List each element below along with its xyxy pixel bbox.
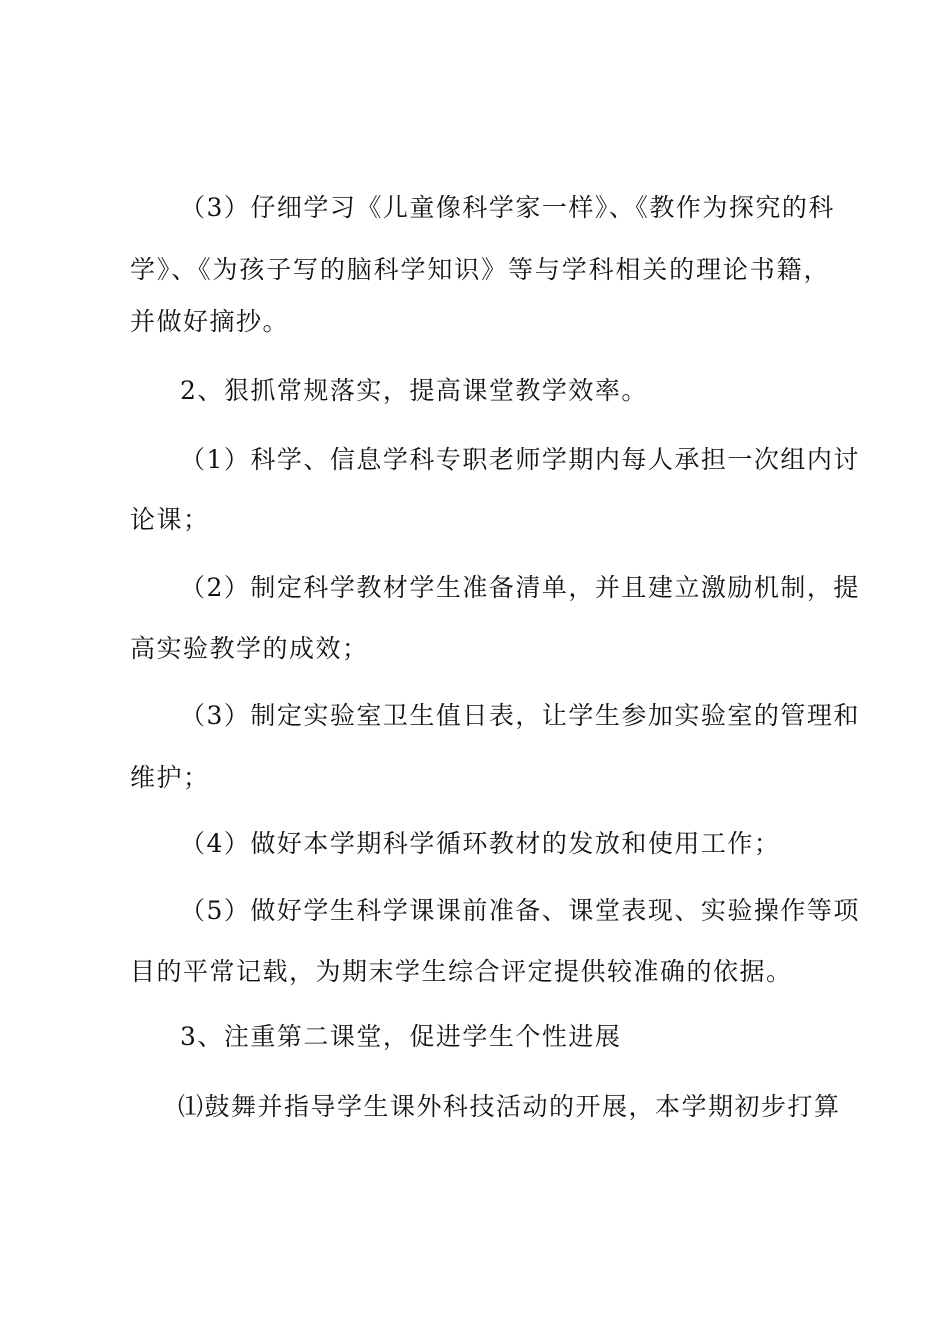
paragraph-1-line-1: （3）仔细学习《儿童像科学家一样》、《教作为探究的科 bbox=[180, 193, 835, 222]
paragraph-3-line-2: 论课； bbox=[130, 505, 210, 534]
paragraph-7-line-2: 目的平常记载，为期末学生综合评定提供较准确的依据。 bbox=[130, 957, 793, 986]
paragraph-9-line-1: ⑴鼓舞并指导学生课外科技活动的开展，本学期初步打算 bbox=[178, 1092, 841, 1121]
paragraph-7-line-1: （5）做好学生科学课课前准备、课堂表现、实验操作等项 bbox=[180, 896, 860, 925]
paragraph-2-heading: 2、狠抓常规落实，提高课堂教学效率。 bbox=[180, 376, 648, 405]
paragraph-4-line-1: （2）制定科学教材学生准备清单，并且建立激励机制，提 bbox=[180, 573, 860, 602]
paragraph-6-line-1: （4）做好本学期科学循环教材的发放和使用工作； bbox=[180, 829, 781, 858]
paragraph-1-line-3: 并做好摘抄。 bbox=[130, 307, 290, 336]
paragraph-8-heading: 3、注重第二课堂，促进学生个性进展 bbox=[180, 1022, 622, 1051]
paragraph-4-line-2: 高实验教学的成效； bbox=[130, 634, 369, 663]
paragraph-5-line-1: （3）制定实验室卫生值日表，让学生参加实验室的管理和 bbox=[180, 701, 860, 730]
paragraph-5-line-2: 维护； bbox=[130, 763, 210, 792]
paragraph-3-line-1: （1）科学、信息学科专职老师学期内每人承担一次组内讨 bbox=[180, 445, 860, 474]
paragraph-1-line-2: 学》、《为孩子写的脑科学知识》等与学科相关的理论书籍， bbox=[130, 255, 830, 284]
